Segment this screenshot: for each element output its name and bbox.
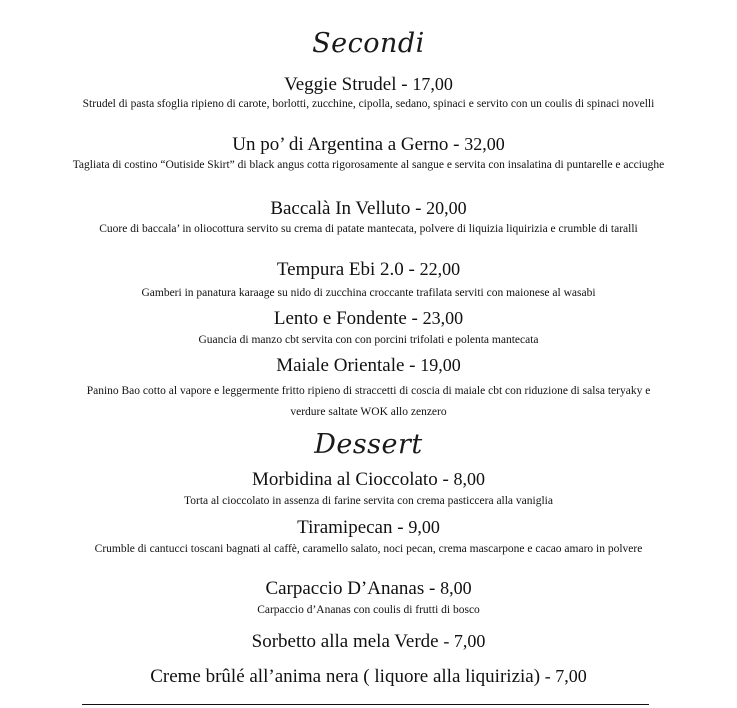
dish-name: Tempura Ebi 2.0 - <box>276 259 420 280</box>
dish-price: 8,00 <box>440 578 472 598</box>
menu-item-title <box>0 517 737 539</box>
dish-price: 17,00 <box>412 74 453 94</box>
dish-name: Veggie Strudel - <box>284 74 413 95</box>
menu-item-title <box>0 259 737 281</box>
dish-name: Tiramipecan - <box>297 517 409 538</box>
dish-price: 23,00 <box>422 308 464 328</box>
bottom-rule <box>82 704 649 705</box>
menu-item-description: Tagliata di costino “Outiside Skirt” di black angus cotta rigorosamente al sangue e servita con insalatina di puntarelle e acciughe <box>72 159 665 171</box>
dish-name: Baccalà In Velluto - <box>270 198 427 219</box>
menu-item-description: Carpaccio d’Ananas con coulis di frutti di bosco <box>257 604 480 616</box>
dish-price: 32,00 <box>464 134 505 154</box>
dessert-heading: Dessert <box>314 429 423 460</box>
menu-item-title <box>0 578 737 600</box>
dish-name: Carpaccio D’Ananas - <box>265 578 441 599</box>
dish-price: - 7,00 <box>443 631 486 651</box>
dish-price: 19,00 <box>420 355 461 375</box>
dish-price: - 7,00 <box>544 666 587 686</box>
menu-item-title <box>0 666 737 688</box>
menu-item-title <box>0 308 737 330</box>
dish-price: 22,00 <box>419 259 461 279</box>
menu-item-description: Torta al cioccolato in assenza di farine servita con crema pasticcera alla vaniglia <box>184 495 553 507</box>
dish-price: 9,00 <box>408 517 440 537</box>
menu-item-title <box>0 134 737 156</box>
menu-item-title <box>0 355 737 377</box>
dish-name: Morbidina al Cioccolato - <box>251 469 454 490</box>
dish-name: Maiale Orientale - <box>276 355 421 376</box>
menu-item-description: Crumble di cantucci toscani bagnati al caffè, caramello salato, noci pecan, crema mascarpone e cacao amaro in polvere <box>94 543 643 555</box>
dish-price: 20,00 <box>426 198 467 218</box>
dish-name: Sorbetto alla mela Verde <box>251 631 444 652</box>
dish-price: 8,00 <box>453 469 486 489</box>
menu-item-title <box>0 469 737 491</box>
menu-item-description: Cuore di baccala’ in oliocottura servito su crema di patate mantecata, polvere di liquizia liquirizia e crumble di taralli <box>99 223 638 235</box>
dish-name: Un po’ di Argentina a Gerno - <box>232 134 465 155</box>
menu-item-description: Strudel di pasta sfoglia ripieno di carote, borlotti, zucchine, cipolla, sedano, spinaci e servito con un coulis di spinaci novelli <box>82 98 655 110</box>
menu-item-description: Guancia di manzo cbt servita con con porcini trifolati e polenta mantecata <box>198 334 539 346</box>
dish-name: Creme brûlé all’anima nera ( liquore alla liquirizia) <box>150 666 545 687</box>
menu-item-title <box>0 631 737 653</box>
menu-item-title <box>0 198 737 220</box>
menu-item-description: Panino Bao cotto al vapore e leggermente fritto ripieno di straccetti di coscia di maiale cbt con riduzione di salsa teryaky e verdure saltate WOK allo zenzero <box>86 385 651 418</box>
menu-item-title <box>0 74 737 96</box>
menu-item-description: Gamberi in panatura karaage su nido di zucchina croccante trafilata serviti con maionese al wasabi <box>141 287 596 299</box>
dish-name: Lento e Fondente - <box>273 308 423 329</box>
secondi-heading: Secondi <box>312 28 425 59</box>
